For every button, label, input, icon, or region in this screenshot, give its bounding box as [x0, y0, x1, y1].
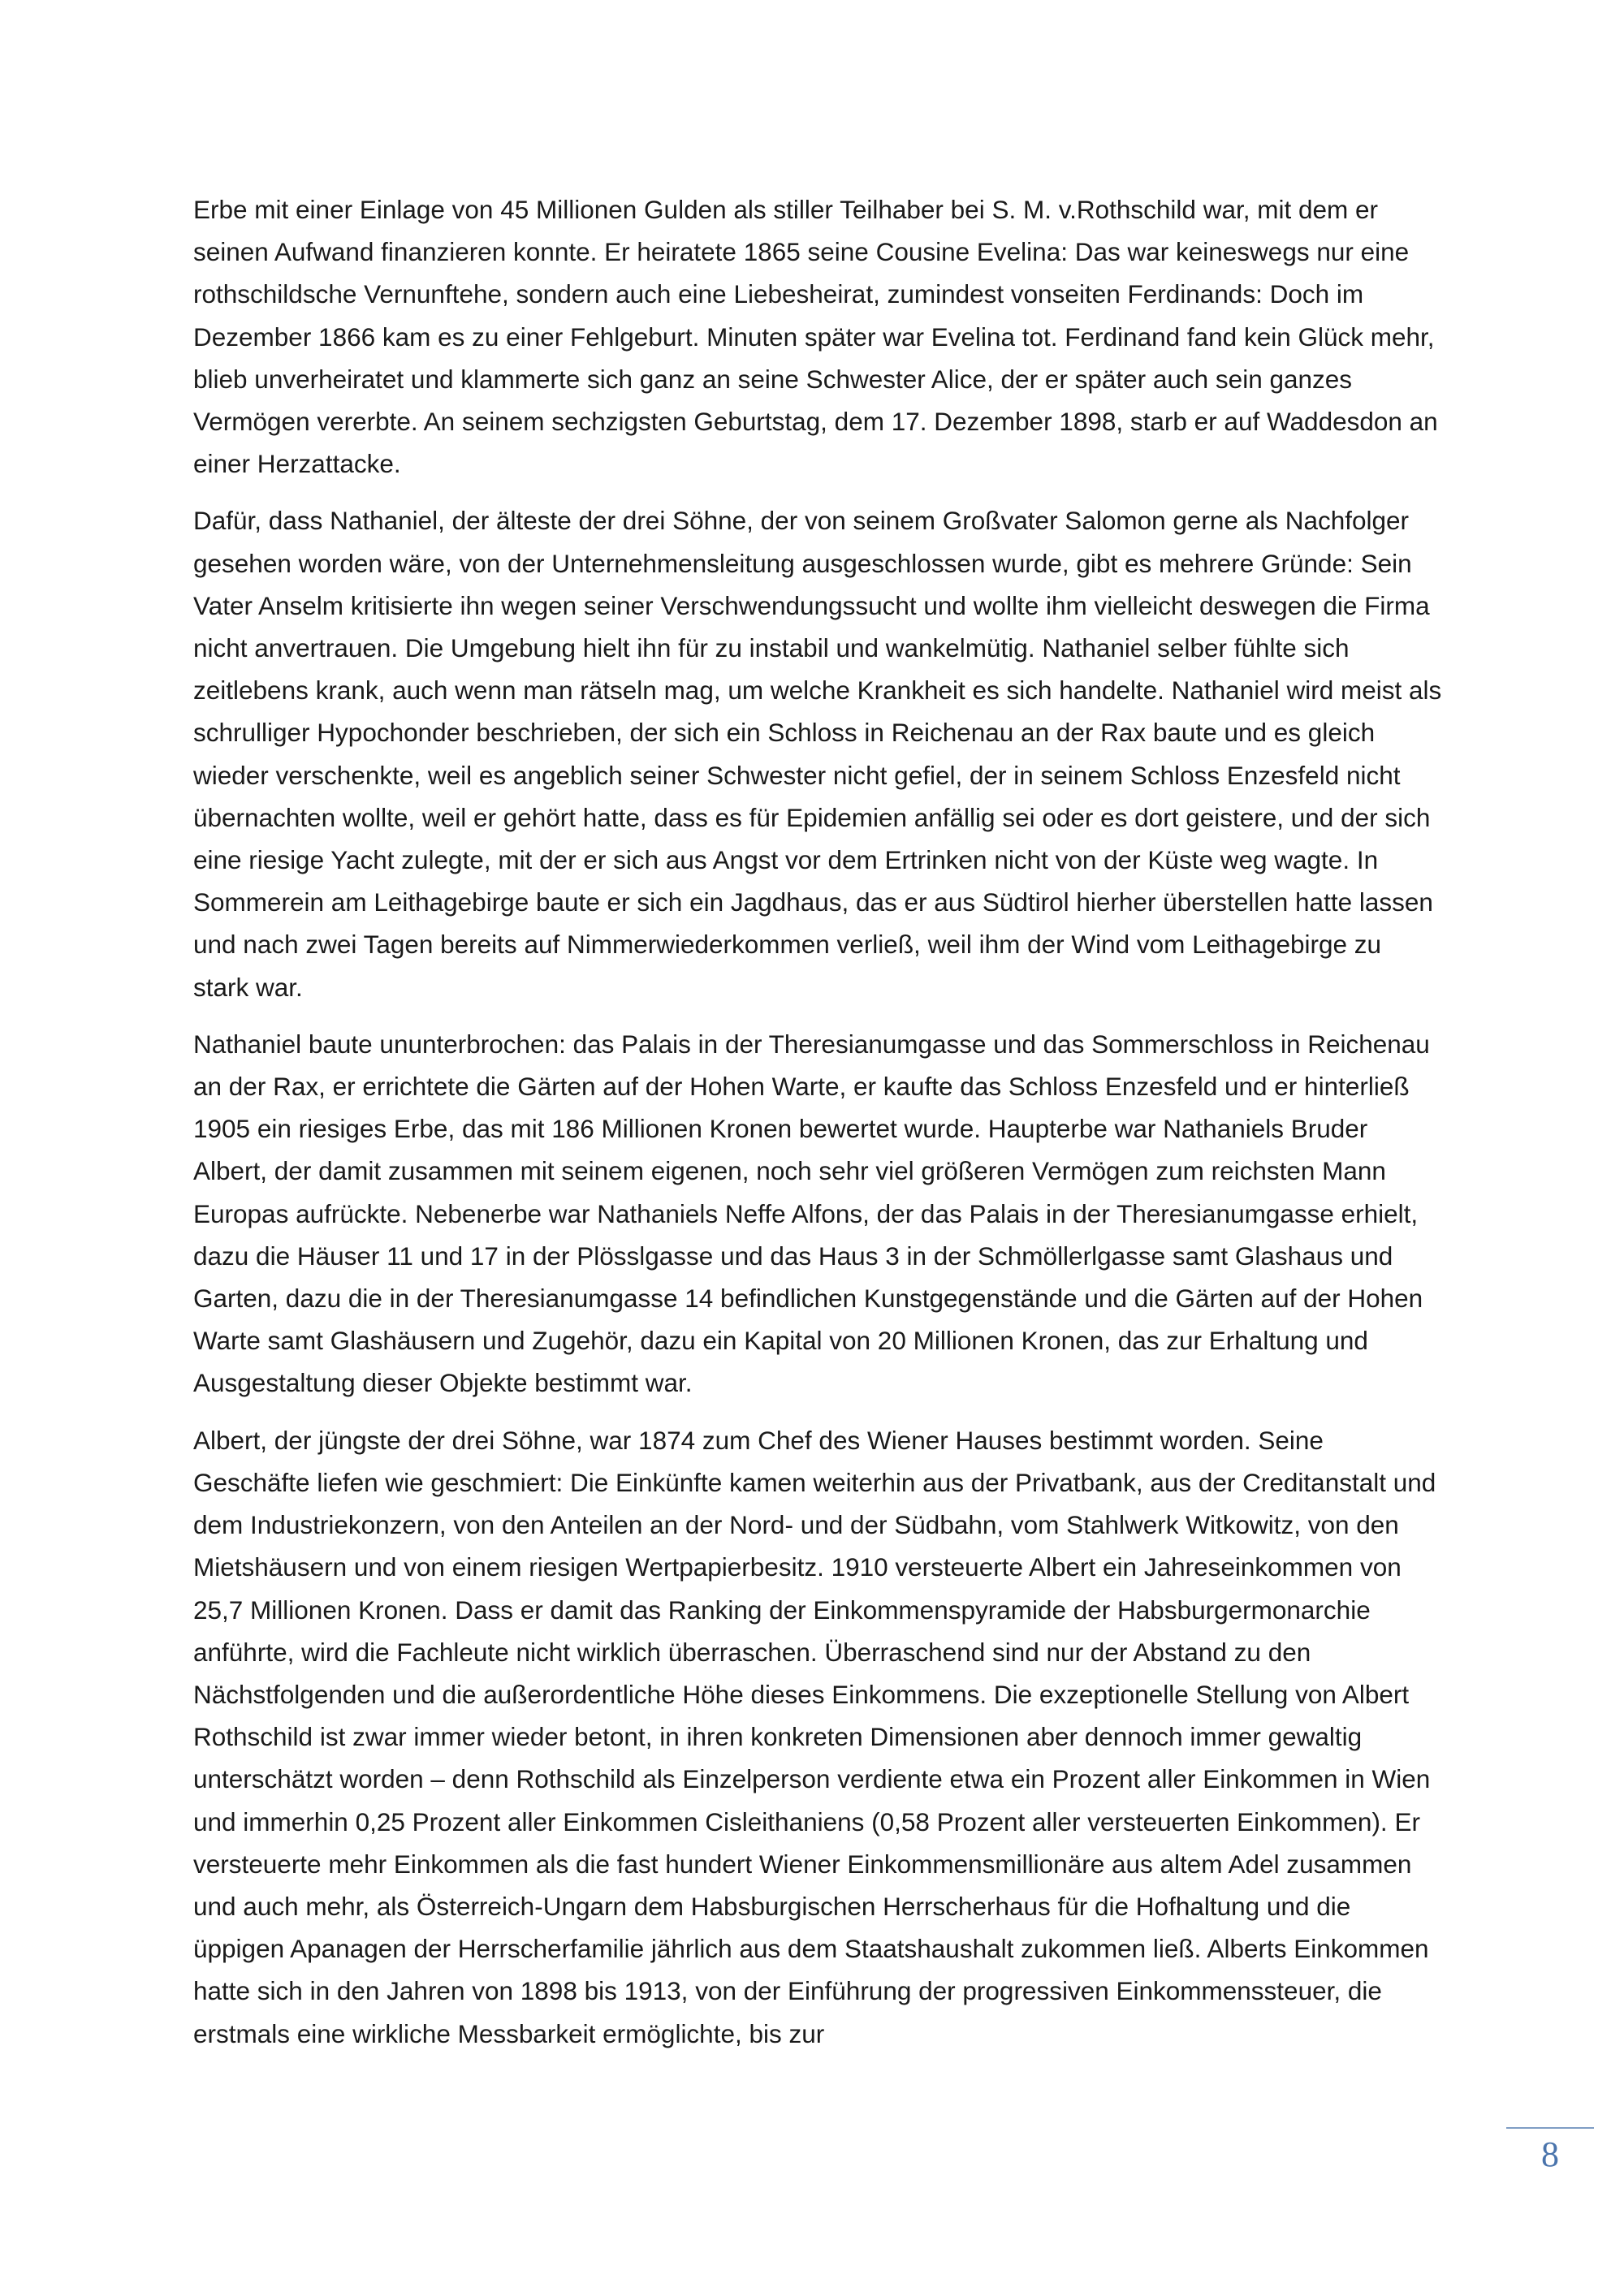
body-text	[193, 188, 1444, 2069]
paragraph-nathaniel-character: Dafür, dass Nathaniel, der älteste der drei Söhne, der von seinem Großvater Salomon gerne als Nachfolger gesehen worden wäre, von der Unternehmensleitung ausgeschlossen wurde, gibt es mehrere Gründe: Sein Vater Anselm kritisierte ihn wegen seiner Verschwendungssucht und wollte ihm vielleicht deswegen die Firma nicht anvertrauen. Die Umgebung hielt ihn für zu instabil und wankelmütig. Nathaniel selber fühlte sich zeitlebens krank, auch wenn man rätseln mag, um welche Krankheit es sich handelte. Nathaniel wird meist als schrulliger Hypochonder beschrieben, der sich ein Schloss in Reichenau an der Rax baute und es gleich wieder verschenkte, weil es angeblich seiner Schwester nicht gefiel, der in seinem Schloss Enzesfeld nicht übernachten wollte, weil er gehört hatte, dass es für Epidemien anfällig sei oder es dort geistere, und der sich eine riesige Yacht zulegte, mit der er sich aus Angst vor dem Ertrinken nicht von der Küste weg wagte. In Sommerein am Leithagebirge baute er sich ein Jagdhaus, das er aus Südtirol hierher überstellen hatte lassen und nach zwei Tagen bereits auf Nimmerwiederkommen verließ, weil ihm der Wind vom Leithagebirge zu stark war.	[193, 506, 1442, 1002]
page-number-rule	[1506, 2127, 1594, 2129]
paragraph-nathaniel-estate: Nathaniel baute ununterbrochen: das Palais in der Theresianumgasse und das Sommerschloss in Reichenau an der Rax, er errichtete die Gärten auf der Hohen Warte, er kaufte das Schloss Enzesfeld und er hinterließ 1905 ein riesiges Erbe, das mit 186 Millionen Kronen bewertet wurde. Haupterbe war Nathaniels Bruder Albert, der damit zusammen mit seinem eigenen, noch sehr viel größeren Vermögen zum reichsten Mann Europas aufrückte. Nebenerbe war Nathaniels Neffe Alfons, der das Palais in der Theresianumgasse erhielt, dazu die Häuser 11 und 17 in der Plösslgasse und das Haus 3 in der Schmöllerlgasse samt Glashaus und Garten, dazu die in der Theresianumgasse 14 befindlichen Kunstgegenstände und die Gärten auf der Hohen Warte samt Glashäusern und Zugehör, dazu ein Kapital von 20 Millionen Kronen, das zur Erhaltung und Ausgestaltung dieser Objekte bestimmt war.	[193, 1029, 1430, 1398]
paragraph-albert: Albert, der jüngste der drei Söhne, war 1874 zum Chef des Wiener Hauses bestimmt worden. Seine Geschäfte liefen wie geschmiert: Die Einkünfte kamen weiterhin aus der Privatbank, aus der Creditanstalt und dem Industriekonzern, von den Anteilen an der Nord- und der Südbahn, vom Stahlwerk Witkowitz, von den Mietshäusern und von einem riesigen Wertpapierbesitz. 1910 versteuerte Albert ein Jahreseinkommen von 25,7 Millionen Kronen. Dass er damit das Ranking der Einkommenspyramide der Habsburgermonarchie anführte, wird die Fachleute nicht wirklich überraschen. Überraschend sind nur der Abstand zu den Nächstfolgenden und die außerordentliche Höhe dieses Einkommens. Die exzeptionelle Stellung von Albert Rothschild ist zwar immer wieder betont, in ihren konkreten Dimensionen aber dennoch immer gewaltig unterschätzt worden – denn Rothschild als Einzelperson verdiente etwa ein Prozent aller Einkommen in Wien und immerhin 0,25 Prozent aller Einkommen Cisleithaniens (0,58 Prozent aller versteuerten Einkommen). Er versteuerte mehr Einkommen als die fast hundert Wiener Einkommensmillionäre aus altem Adel zusammen und auch mehr, als Österreich-Ungarn dem Habsburgischen Herrscherhaus für die Hofhaltung und die üppigen Apanagen der Herrscherfamilie jährlich aus dem Staatshaushalt zukommen ließ. Alberts Einkommen hatte sich in den Jahren von 1898 bis 1913, von der Einführung der progressiven Einkommenssteuer, die erstmals eine wirkliche Messbarkeit ermöglichte, bis zur	[193, 1425, 1436, 2048]
paragraph-ferdinand: Erbe mit einer Einlage von 45 Millionen Gulden als stiller Teilhaber bei S. M. v.Rothschild war, mit dem er seinen Aufwand finanzieren konnte. Er heiratete 1865 seine Cousine Evelina: Das war keineswegs nur eine rothschildsche Vernunftehe, sondern auch eine Liebesheirat, zumindest vonseiten Ferdinands: Doch im Dezember 1866 kam es zu einer Fehlgeburt. Minuten später war Evelina tot. Ferdinand fand kein Glück mehr, blieb unverheiratet und klammerte sich ganz an seine Schwester Alice, der er später auch sein ganzes Vermögen vererbte. An seinem sechzigsten Geburtstag, dem 17. Dezember 1898, starb er auf Waddesdon an einer Herzattacke.	[193, 195, 1438, 479]
page-number: 8	[1541, 2134, 1559, 2174]
